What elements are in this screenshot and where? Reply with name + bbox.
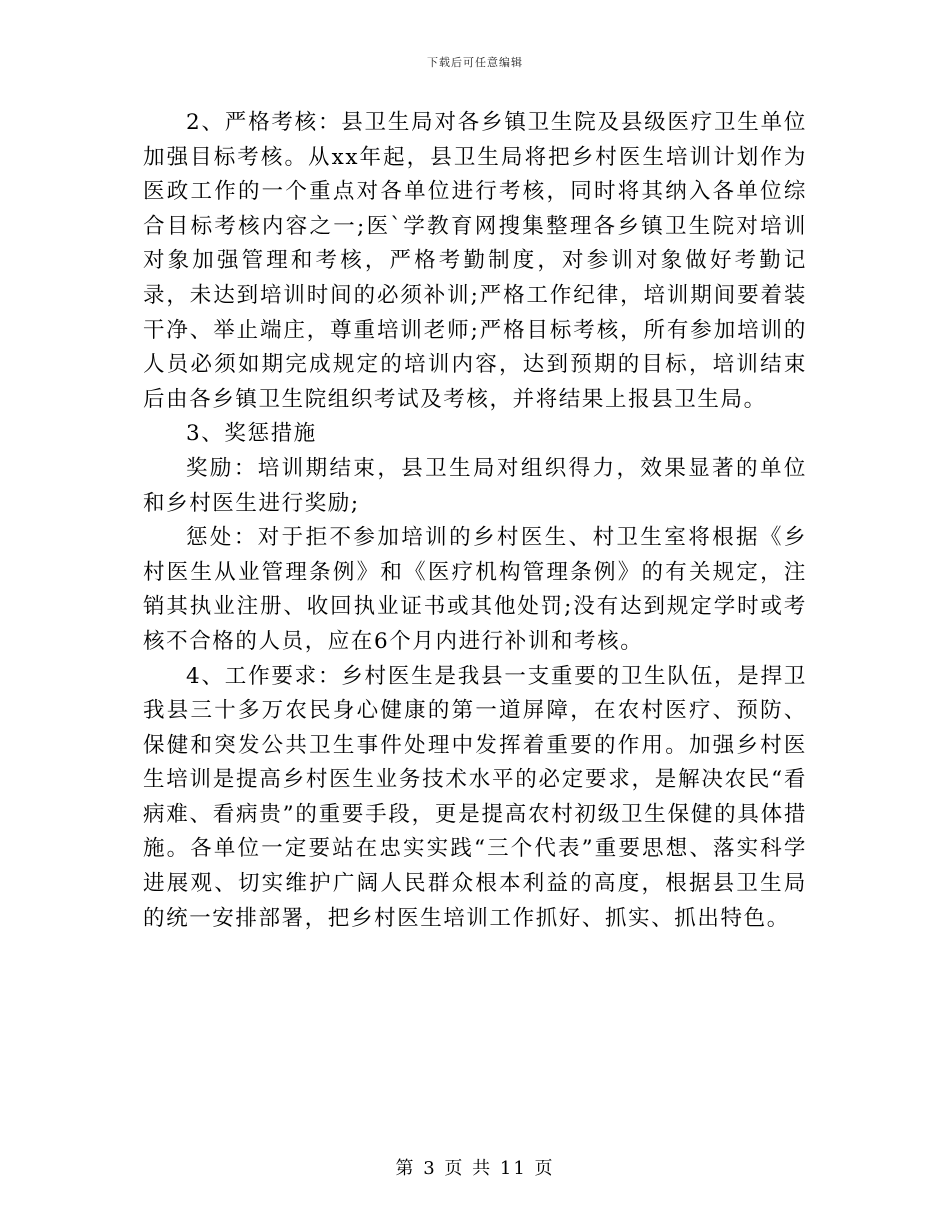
- page-footer: [0, 1154, 950, 1180]
- paragraph-rewards-heading: 3、奖惩措施: [186, 421, 317, 447]
- page-label-suffix: 页: [534, 1158, 555, 1179]
- paragraph-strict-assessment: 2、严格考核：县卫生局对各乡镇卫生院及县级医疗卫生单位加强目标考核。从xx年起，县卫生局将把乡村医生培训计划作为医政工作的一个重点对各单位进行考核，同时将其纳入各单位综合目标考核内容之一;医`学教育网搜集整理各乡镇卫生院对培训对象加强管理和考核，严格考勤制度，对参训对象做好考勤记录，未达到培训时间的必须补训;严格工作纪律，培训期间要着装干净、举止端庄，尊重培训老师;严格目标考核，所有参加培训的人员必须如期完成规定的培训内容，达到预期的目标，培训结束后由各乡镇卫生院组织考试及考核，并将结果上报县卫生局。: [143, 110, 807, 412]
- current-page-number: 3: [423, 1158, 437, 1179]
- page-label-prefix: 第: [395, 1158, 416, 1179]
- page-header: 下载后可任意编辑: [427, 56, 523, 69]
- paragraph-rewards: 奖励：培训期结束，县卫生局对组织得力，效果显著的单位和乡村医生进行奖励;: [143, 455, 807, 516]
- paragraph-work-requirements: 4、工作要求：乡村医生是我县一支重要的卫生队伍，是捍卫我县三十多万农民身心健康的第一道屏障，在农村医疗、预防、保健和突发公共卫生事件处理中发挥着重要的作用。加强乡村医生培训是提高乡村医生业务技术水平的必定要求，是解决农民“看病难、看病贵”的重要手段，更是提高农村初级卫生保健的具体措施。各单位一定要站在忠实实践“三个代表”重要思想、落实科学进展观、切实维护广阔人民群众根本利益的高度，根据县卫生局的统一安排部署，把乡村医生培训工作抓好、抓实、抓出特色。: [143, 663, 807, 931]
- total-pages-number: 11: [499, 1158, 527, 1179]
- document-body: [143, 106, 807, 936]
- paragraph-penalties: 惩处：对于拒不参加培训的乡村医生、村卫生室将根据《乡村医生从业管理条例》和《医疗机构管理条例》的有关规定，注销其执业注册、收回执业证书或其他处罚;没有达到规定学时或考核不合格的人员，应在6个月内进行补训和考核。: [143, 525, 807, 654]
- page-label-mid: 页 共: [444, 1158, 493, 1179]
